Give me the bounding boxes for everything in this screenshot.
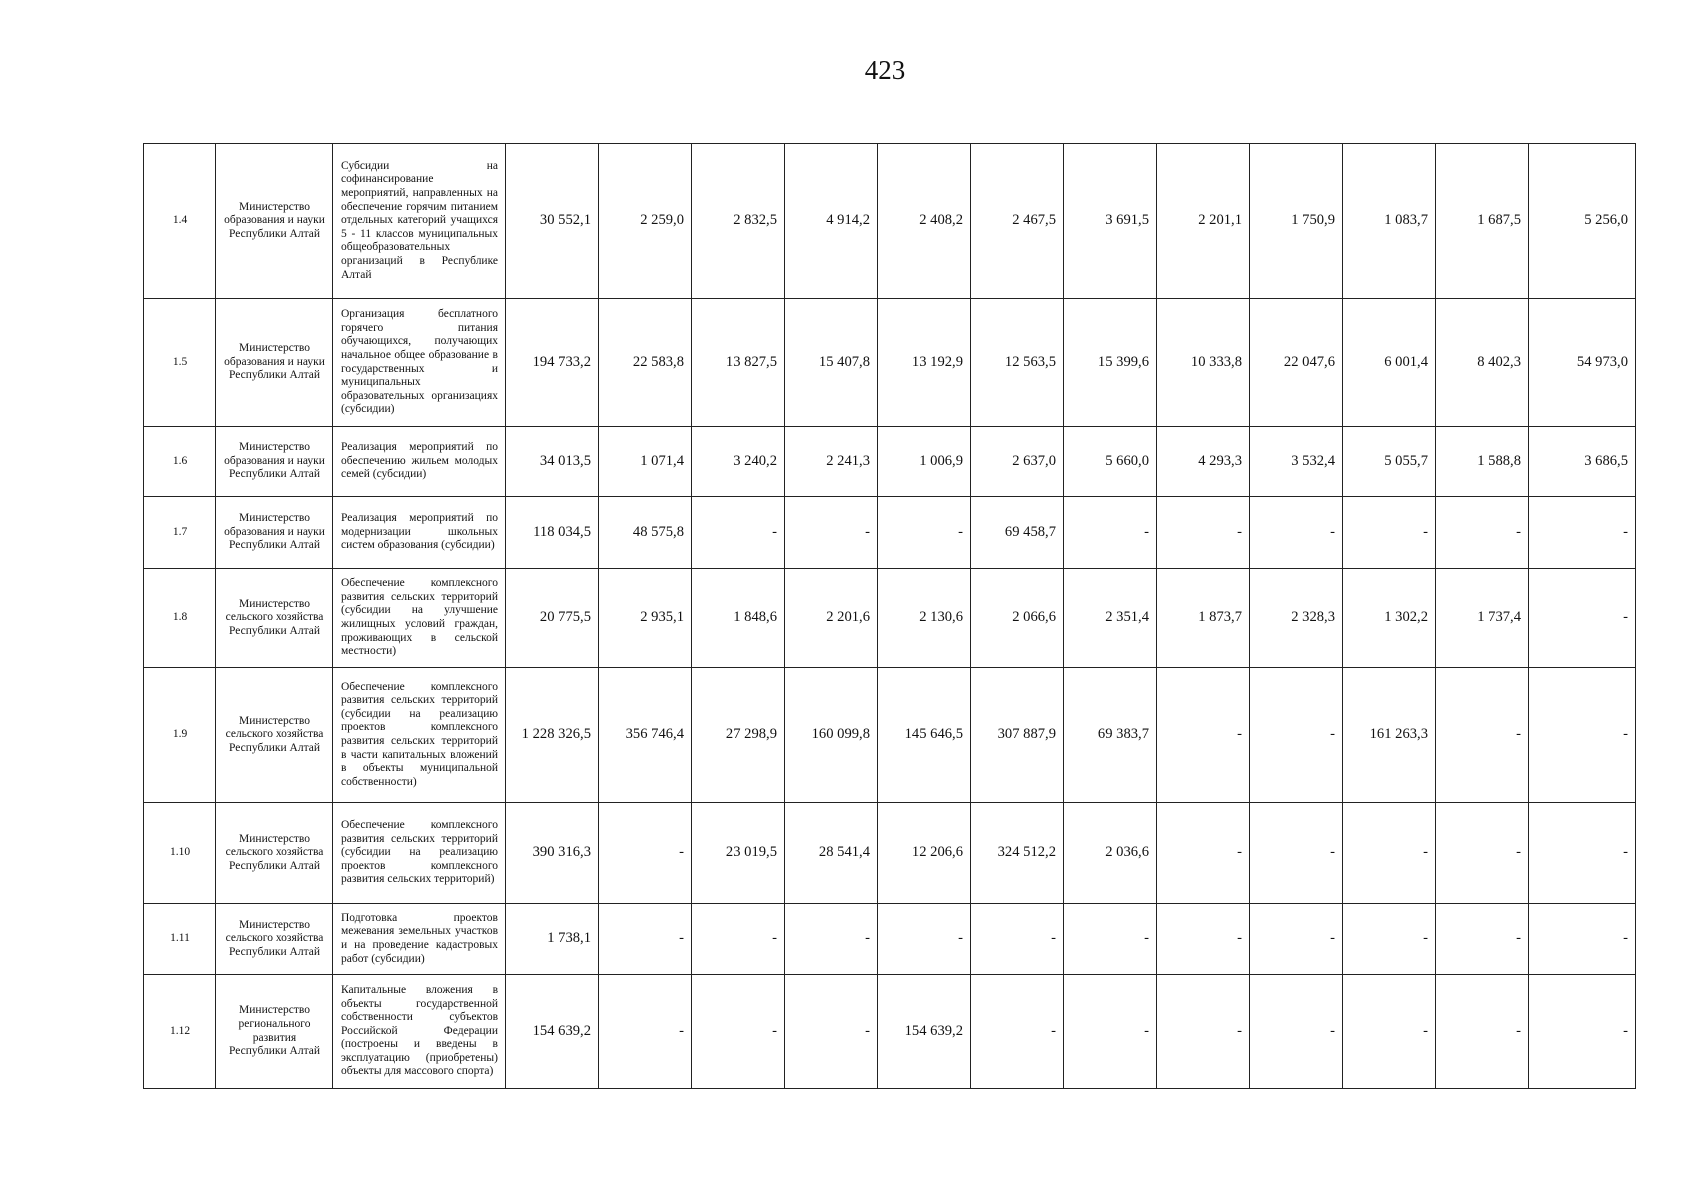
amount-cell: 161 263,3 bbox=[1343, 668, 1436, 803]
amount-cell: - bbox=[1250, 975, 1343, 1089]
amount-cell: 1 848,6 bbox=[692, 569, 785, 668]
table-row bbox=[144, 904, 1636, 975]
row-number-cell: 1.10 bbox=[144, 803, 216, 904]
amount-cell: - bbox=[1064, 975, 1157, 1089]
amount-cell: - bbox=[1250, 497, 1343, 569]
amount-cell: 4 293,3 bbox=[1157, 427, 1250, 497]
table-row bbox=[144, 569, 1636, 668]
amount-cell: 2 637,0 bbox=[971, 427, 1064, 497]
amount-cell: 2 201,1 bbox=[1157, 144, 1250, 299]
amount-cell: - bbox=[1436, 668, 1529, 803]
amount-cell: - bbox=[971, 904, 1064, 975]
subsidy-table bbox=[143, 143, 1636, 1089]
amount-cell: 5 256,0 bbox=[1529, 144, 1636, 299]
amount-cell: 5 660,0 bbox=[1064, 427, 1157, 497]
amount-cell: - bbox=[1436, 904, 1529, 975]
amount-cell: 356 746,4 bbox=[599, 668, 692, 803]
amount-cell: 1 737,4 bbox=[1436, 569, 1529, 668]
organization-cell: Министерство сельского хозяйства Республики Алтай bbox=[216, 803, 333, 904]
amount-cell: - bbox=[1157, 668, 1250, 803]
amount-cell: - bbox=[1157, 803, 1250, 904]
amount-cell: 1 006,9 bbox=[878, 427, 971, 497]
amount-cell: - bbox=[1157, 497, 1250, 569]
amount-cell: 2 467,5 bbox=[971, 144, 1064, 299]
description-cell: Организация бесплатного горячего питания обучающихся, получающих начальное общее образование в государственных и муниципальных образовательных организациях (субсидии) bbox=[333, 299, 506, 427]
amount-cell: 194 733,2 bbox=[506, 299, 599, 427]
amount-cell: - bbox=[785, 497, 878, 569]
amount-cell: - bbox=[1529, 569, 1636, 668]
organization-cell: Министерство образования и науки Республики Алтай bbox=[216, 299, 333, 427]
amount-cell: - bbox=[692, 975, 785, 1089]
amount-cell: - bbox=[1436, 803, 1529, 904]
amount-cell: 48 575,8 bbox=[599, 497, 692, 569]
row-number-cell: 1.11 bbox=[144, 904, 216, 975]
amount-cell: - bbox=[599, 904, 692, 975]
amount-cell: - bbox=[785, 904, 878, 975]
amount-cell: 1 083,7 bbox=[1343, 144, 1436, 299]
amount-cell: - bbox=[1343, 904, 1436, 975]
amount-cell: 23 019,5 bbox=[692, 803, 785, 904]
amount-cell: 13 192,9 bbox=[878, 299, 971, 427]
amount-cell: 15 399,6 bbox=[1064, 299, 1157, 427]
amount-cell: 2 259,0 bbox=[599, 144, 692, 299]
amount-cell: 12 563,5 bbox=[971, 299, 1064, 427]
amount-cell: - bbox=[1343, 497, 1436, 569]
amount-cell: - bbox=[1250, 803, 1343, 904]
amount-cell: 3 686,5 bbox=[1529, 427, 1636, 497]
amount-cell: 69 458,7 bbox=[971, 497, 1064, 569]
amount-cell: - bbox=[878, 904, 971, 975]
amount-cell: 28 541,4 bbox=[785, 803, 878, 904]
amount-cell: - bbox=[1436, 975, 1529, 1089]
amount-cell: 34 013,5 bbox=[506, 427, 599, 497]
amount-cell: - bbox=[1529, 904, 1636, 975]
description-cell: Капитальные вложения в объекты государственной собственности субъектов Российской Федерации (построены и введены в эксплуатацию (приобретены) объекты для массового спорта) bbox=[333, 975, 506, 1089]
amount-cell: - bbox=[599, 803, 692, 904]
amount-cell: 2 408,2 bbox=[878, 144, 971, 299]
organization-cell: Министерство сельского хозяйства Республики Алтай bbox=[216, 569, 333, 668]
description-cell: Субсидии на софинансирование мероприятий, направленных на обеспечение горячим питанием отдельных категорий учащихся 5 - 11 классов муниципальных общеобразовательных организаций в Республике Алтай bbox=[333, 144, 506, 299]
description-cell: Обеспечение комплексного развития сельских территорий (субсидии на реализацию проектов комплексного развития сельских территорий в части капитальных вложений в объекты муниципальной собственности) bbox=[333, 668, 506, 803]
amount-cell: 2 241,3 bbox=[785, 427, 878, 497]
amount-cell: 22 583,8 bbox=[599, 299, 692, 427]
amount-cell: 1 302,2 bbox=[1343, 569, 1436, 668]
row-number-cell: 1.4 bbox=[144, 144, 216, 299]
amount-cell: 154 639,2 bbox=[506, 975, 599, 1089]
amount-cell: - bbox=[1343, 975, 1436, 1089]
row-number-cell: 1.8 bbox=[144, 569, 216, 668]
amount-cell: 2 935,1 bbox=[599, 569, 692, 668]
table-row bbox=[144, 803, 1636, 904]
amount-cell: - bbox=[1064, 904, 1157, 975]
amount-cell: 160 099,8 bbox=[785, 668, 878, 803]
row-number-cell: 1.5 bbox=[144, 299, 216, 427]
organization-cell: Министерство образования и науки Республики Алтай bbox=[216, 144, 333, 299]
organization-cell: Министерство сельского хозяйства Республики Алтай bbox=[216, 904, 333, 975]
amount-cell: 2 130,6 bbox=[878, 569, 971, 668]
amount-cell: 3 691,5 bbox=[1064, 144, 1157, 299]
amount-cell: 20 775,5 bbox=[506, 569, 599, 668]
description-cell: Подготовка проектов межевания земельных участков и на проведение кадастровых работ (субсидии) bbox=[333, 904, 506, 975]
table-row bbox=[144, 668, 1636, 803]
amount-cell: - bbox=[1157, 975, 1250, 1089]
page-number: 423 bbox=[864, 55, 906, 85]
amount-cell: 324 512,2 bbox=[971, 803, 1064, 904]
amount-cell: - bbox=[971, 975, 1064, 1089]
amount-cell: - bbox=[599, 975, 692, 1089]
amount-cell: - bbox=[1529, 497, 1636, 569]
amount-cell: - bbox=[1343, 803, 1436, 904]
amount-cell: 2 066,6 bbox=[971, 569, 1064, 668]
amount-cell: 27 298,9 bbox=[692, 668, 785, 803]
amount-cell: 4 914,2 bbox=[785, 144, 878, 299]
amount-cell: 1 071,4 bbox=[599, 427, 692, 497]
description-cell: Обеспечение комплексного развития сельских территорий (субсидии на улучшение жилищных условий граждан, проживающих в сельской местности) bbox=[333, 569, 506, 668]
table-row bbox=[144, 299, 1636, 427]
amount-cell: 2 351,4 bbox=[1064, 569, 1157, 668]
organization-cell: Министерство сельского хозяйства Республики Алтай bbox=[216, 668, 333, 803]
amount-cell: - bbox=[1064, 497, 1157, 569]
amount-cell: - bbox=[1250, 904, 1343, 975]
organization-cell: Министерство регионального развития Республики Алтай bbox=[216, 975, 333, 1089]
amount-cell: 10 333,8 bbox=[1157, 299, 1250, 427]
amount-cell: 22 047,6 bbox=[1250, 299, 1343, 427]
organization-cell: Министерство образования и науки Республики Алтай bbox=[216, 497, 333, 569]
amount-cell: 69 383,7 bbox=[1064, 668, 1157, 803]
table-row bbox=[144, 144, 1636, 299]
amount-cell: 8 402,3 bbox=[1436, 299, 1529, 427]
amount-cell: - bbox=[1436, 497, 1529, 569]
amount-cell: - bbox=[692, 904, 785, 975]
amount-cell: - bbox=[692, 497, 785, 569]
amount-cell: 15 407,8 bbox=[785, 299, 878, 427]
amount-cell: - bbox=[878, 497, 971, 569]
amount-cell: 5 055,7 bbox=[1343, 427, 1436, 497]
amount-cell: 154 639,2 bbox=[878, 975, 971, 1089]
amount-cell: - bbox=[785, 975, 878, 1089]
amount-cell: 3 532,4 bbox=[1250, 427, 1343, 497]
description-cell: Обеспечение комплексного развития сельских территорий (субсидии на реализацию проектов комплексного развития сельских территорий) bbox=[333, 803, 506, 904]
table-row bbox=[144, 975, 1636, 1089]
amount-cell: 1 228 326,5 bbox=[506, 668, 599, 803]
amount-cell: 1 687,5 bbox=[1436, 144, 1529, 299]
amount-cell: 12 206,6 bbox=[878, 803, 971, 904]
amount-cell: 30 552,1 bbox=[506, 144, 599, 299]
amount-cell: - bbox=[1157, 904, 1250, 975]
amount-cell: - bbox=[1250, 668, 1343, 803]
description-cell: Реализация мероприятий по модернизации школьных систем образования (субсидии) bbox=[333, 497, 506, 569]
amount-cell: - bbox=[1529, 668, 1636, 803]
amount-cell: 2 832,5 bbox=[692, 144, 785, 299]
amount-cell: 2 328,3 bbox=[1250, 569, 1343, 668]
row-number-cell: 1.6 bbox=[144, 427, 216, 497]
amount-cell: 3 240,2 bbox=[692, 427, 785, 497]
amount-cell: 1 750,9 bbox=[1250, 144, 1343, 299]
amount-cell: 6 001,4 bbox=[1343, 299, 1436, 427]
amount-cell: 1 738,1 bbox=[506, 904, 599, 975]
amount-cell: 307 887,9 bbox=[971, 668, 1064, 803]
table-row bbox=[144, 497, 1636, 569]
amount-cell: 54 973,0 bbox=[1529, 299, 1636, 427]
amount-cell: 2 036,6 bbox=[1064, 803, 1157, 904]
row-number-cell: 1.12 bbox=[144, 975, 216, 1089]
amount-cell: - bbox=[1529, 803, 1636, 904]
amount-cell: 118 034,5 bbox=[506, 497, 599, 569]
table-body bbox=[144, 144, 1636, 1089]
amount-cell: 13 827,5 bbox=[692, 299, 785, 427]
amount-cell: 390 316,3 bbox=[506, 803, 599, 904]
amount-cell: - bbox=[1529, 975, 1636, 1089]
description-cell: Реализация мероприятий по обеспечению жильем молодых семей (субсидии) bbox=[333, 427, 506, 497]
amount-cell: 2 201,6 bbox=[785, 569, 878, 668]
row-number-cell: 1.9 bbox=[144, 668, 216, 803]
amount-cell: 1 873,7 bbox=[1157, 569, 1250, 668]
amount-cell: 145 646,5 bbox=[878, 668, 971, 803]
table-row bbox=[144, 427, 1636, 497]
amount-cell: 1 588,8 bbox=[1436, 427, 1529, 497]
organization-cell: Министерство образования и науки Республики Алтай bbox=[216, 427, 333, 497]
row-number-cell: 1.7 bbox=[144, 497, 216, 569]
